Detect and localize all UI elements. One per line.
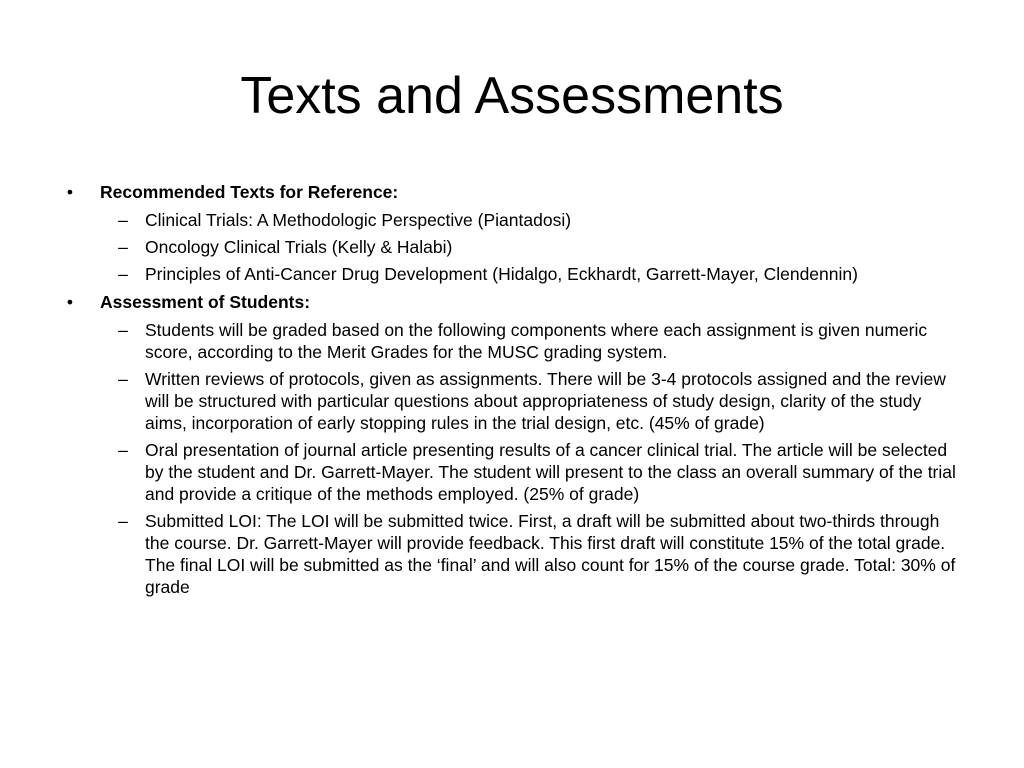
- dash-icon: –: [118, 440, 128, 460]
- list-item-text: Students will be graded based on the following components where each assignment is given numeric score, according to the Merit Grades for the MUSC grading system.: [145, 320, 928, 362]
- list-item-text: Oncology Clinical Trials (Kelly & Halabi): [145, 237, 453, 257]
- list-item: [60, 209, 965, 231]
- assessment-list: [60, 319, 965, 598]
- list-item-text: Oral presentation of journal article presenting results of a cancer clinical trial. The article will be selected by the student and Dr. Garrett-Mayer. The student will present to the class an overall summary of the trial and provide a critique of the methods employed. (25% of grade): [145, 440, 956, 504]
- list-item-text: Submitted LOI: The LOI will be submitted twice. First, a draft will be submitted about two-thirds through the course. Dr. Garrett-Mayer will provide feedback. This first draft will constitute 15% of the total grade. The final LOI will be submitted as the ‘final’ and will also count for 15% of the course grade. Total: 30% of grade: [145, 511, 956, 597]
- list-item: [60, 319, 965, 363]
- section-heading-label: Assessment of Students:: [100, 292, 311, 312]
- list-item: [60, 263, 965, 285]
- list-item-text: Principles of Anti-Cancer Drug Development (Hidalgo, Eckhardt, Garrett-Mayer, Clendennin): [145, 264, 858, 284]
- list-item: [60, 368, 965, 434]
- section-heading-texts: [60, 181, 965, 203]
- dash-icon: –: [118, 511, 128, 531]
- dash-icon: –: [118, 237, 128, 257]
- dash-icon: –: [118, 264, 128, 284]
- list-item-text: Written reviews of protocols, given as assignments. There will be 3-4 protocols assigned and the review will be structured with particular questions about appropriateness of study design, clarity of the study aims, incorporation of early stopping rules in the trial design, etc. (45% of grade): [145, 369, 946, 433]
- bullet-icon: •: [66, 292, 74, 312]
- list-item-text: Clinical Trials: A Methodologic Perspective (Piantadosi): [145, 210, 572, 230]
- bullet-icon: •: [66, 182, 74, 202]
- slide-title: Texts and Assessments: [240, 67, 784, 125]
- slide-body: [60, 181, 965, 604]
- texts-list: [60, 209, 965, 285]
- list-item: [60, 439, 965, 505]
- section-heading-assessment: [60, 291, 965, 313]
- section-heading-label: Recommended Texts for Reference:: [100, 182, 399, 202]
- dash-icon: –: [118, 210, 128, 230]
- list-item: [60, 510, 965, 598]
- dash-icon: –: [118, 369, 128, 389]
- list-item: [60, 236, 965, 258]
- dash-icon: –: [118, 320, 128, 340]
